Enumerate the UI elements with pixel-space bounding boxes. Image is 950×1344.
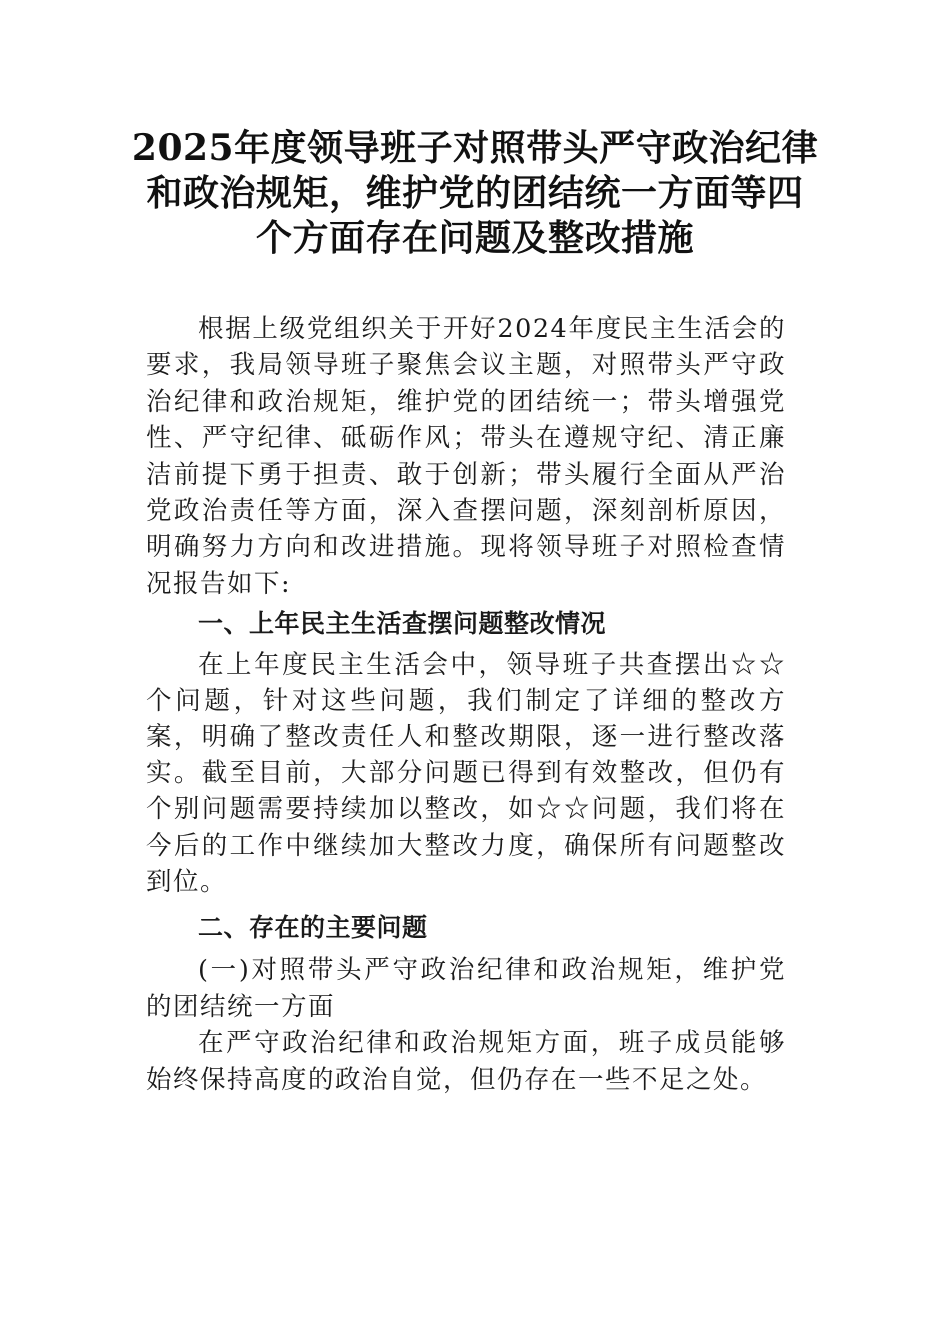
- subsection-1-paragraph: 在严守政治纪律和政治规矩方面，班子成员能够始终保持高度的政治自觉，但仍存在一些不足之处。: [146, 1028, 786, 1095]
- section-heading-1: 一、上年民主生活查摆问题整改情况: [198, 609, 607, 639]
- document-title: 2025年度领导班子对照带头严守政治纪律和政治规矩，维护党的团结统一方面等四个方面存在问题及整改措施: [131, 127, 819, 259]
- document-body: [146, 311, 786, 1098]
- intro-paragraph: 根据上级党组织关于开好2024年度民主生活会的要求，我局领导班子聚焦会议主题，对照带头严守政治纪律和政治规矩，维护党的团结统一；带头增强党性、严守纪律、砥砺作风；带头在遵规守纪、清正廉洁前提下勇于担责、敢于创新；带头履行全面从严治党政治责任等方面，深入查摆问题，深刻剖析原因，明确努力方向和改进措施。现将领导班子对照检查情况报告如下:: [146, 314, 786, 599]
- subsection-heading-1: (一)对照带头严守政治纪律和政治规矩，维护党的团结统一方面: [146, 955, 786, 1022]
- section-heading-2: 二、存在的主要问题: [198, 913, 428, 943]
- section-1-paragraph: 在上年度民主生活会中，领导班子共查摆出☆☆个问题，针对这些问题，我们制定了详细的整改方案，明确了整改责任人和整改期限，逐一进行整改落实。截至目前，大部分问题已得到有效整改，但仍有个别问题需要持续加以整改，如☆☆问题，我们将在今后的工作中继续加大整改力度，确保所有问题整改到位。: [146, 649, 786, 897]
